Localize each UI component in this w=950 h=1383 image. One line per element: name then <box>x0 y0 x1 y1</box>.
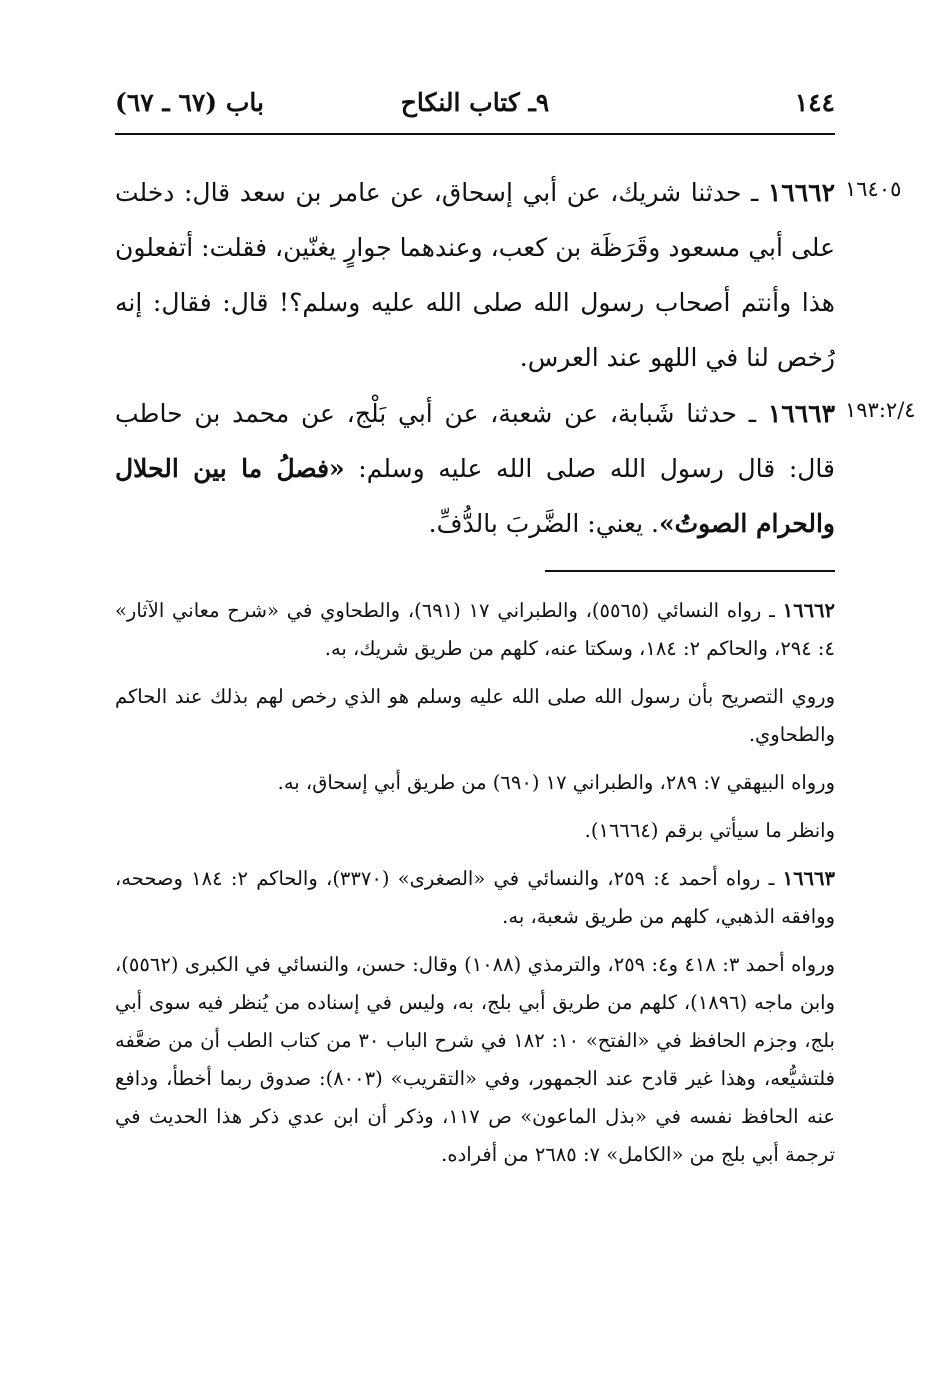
hadith-text <box>115 165 835 385</box>
footnote-number: ١٦٦٦٣ <box>782 867 835 890</box>
footnote-paragraph <box>115 592 835 668</box>
book-title: ٩ـ كتاب النكاح <box>400 88 550 117</box>
margin-reference: ١٦٤٠٥ <box>845 177 902 201</box>
hadith-body: ـ حدثنا شريك، عن أبي إسحاق، عن عامر بن سعد قال: دخلت على أبي مسعود وقَرَظَة بن كعب، وعندهما جوارٍ يغنّين، فقلت: أتفعلون هذا وأنتم أصحاب رسول الله صلى الله عليه وسلم؟! قال: فقال: إنه رُخص لنا في اللهو عند العرس. <box>115 178 835 372</box>
hadith-quote: «فصلُ ما بين الحلال والحرام الصوتُ» <box>115 454 835 538</box>
running-header <box>115 88 835 128</box>
chapter-range: باب (٦٧ ـ ٦٧) <box>115 88 264 117</box>
footnote-paragraph <box>115 764 835 802</box>
footnote-text: ـ رواه النسائي (٥٥٦٥)، والطبراني ١٧ (٦٩١)، والطحاوي في «شرح معاني الآثار» ٤: ٢٩٤، والحاكم ٢: ١٨٤، وسكتا عنه، كلهم من طريق شريك، به. <box>115 599 835 660</box>
header-rule <box>115 133 835 135</box>
footnote-separator <box>545 570 835 572</box>
footnote-paragraph <box>115 860 835 936</box>
footnote-number: ١٦٦٦٢ <box>782 599 836 622</box>
footnote-text: ورواه البيهقي ٧: ٢٨٩، والطبراني ١٧ (٦٩٠) من طريق أبي إسحاق، به. <box>277 771 835 794</box>
footnote-text: ـ رواه أحمد ٤: ٢٥٩، والنسائي في «الصغرى» (٣٣٧٠)، والحاكم ٢: ١٨٤ وصححه، ووافقه الذهبي، كلهم من طريق شعبة، به. <box>115 867 835 928</box>
hadith-text <box>115 386 835 551</box>
hadith-number: ١٦٦٦٢ <box>767 178 835 207</box>
footnote-paragraph <box>115 946 835 1174</box>
footnotes <box>115 592 835 1184</box>
footnote-text: وروي التصريح بأن رسول الله صلى الله عليه وسلم هو الذي رخص لهم بذلك عند الحاكم والطحاوي. <box>115 685 836 746</box>
footnote-text: وانظر ما سيأتي برقم (١٦٦٦٤). <box>584 819 835 842</box>
footnote-text: ورواه أحمد ٣: ٤١٨ و٤: ٢٥٩، والترمذي (١٠٨٨) وقال: حسن، والنسائي في الكبرى (٥٥٦٢)، وابن ماجه (١٨٩٦)، كلهم من طريق أبي بلج، به، وليس في إسناده من يُنظر فيه سوى أبي بلج، وجزم الحافظ في «الفتح» ١٠: ١٨٢ في شرح الباب ٣٠ من كتاب الطب أن من ضعَّفه فلتشيُّعه، وهذا غير قادح عند الجمهور، وفي «التقريب» (٨٠٠٣): صدوق ربما أخطأ، ودافع عنه الحافظ نفسه في «بذل الماعون» ص ١١٧، وذكر أن ابن عدي ذكر هذا الحديث في ترجمة أبي بلج من «الكامل» ٧: ٢٦٨٥ من أفراده. <box>115 953 835 1166</box>
footnote-paragraph <box>115 678 835 754</box>
margin-reference: ١٩٣:٢/٤ <box>845 398 916 422</box>
hadith-body-end: . يعني: الضَّربَ بالدُّفِّ. <box>428 509 659 538</box>
hadith-number: ١٦٦٦٣ <box>767 399 835 428</box>
hadith-body: ـ حدثنا شَبابة، عن شعبة، عن أبي بَلْج، عن محمد بن حاطب قال: قال رسول الله صلى الله عليه وسلم: <box>115 399 836 483</box>
page-number: ١٤٤ <box>794 88 835 117</box>
footnote-paragraph <box>115 812 835 850</box>
